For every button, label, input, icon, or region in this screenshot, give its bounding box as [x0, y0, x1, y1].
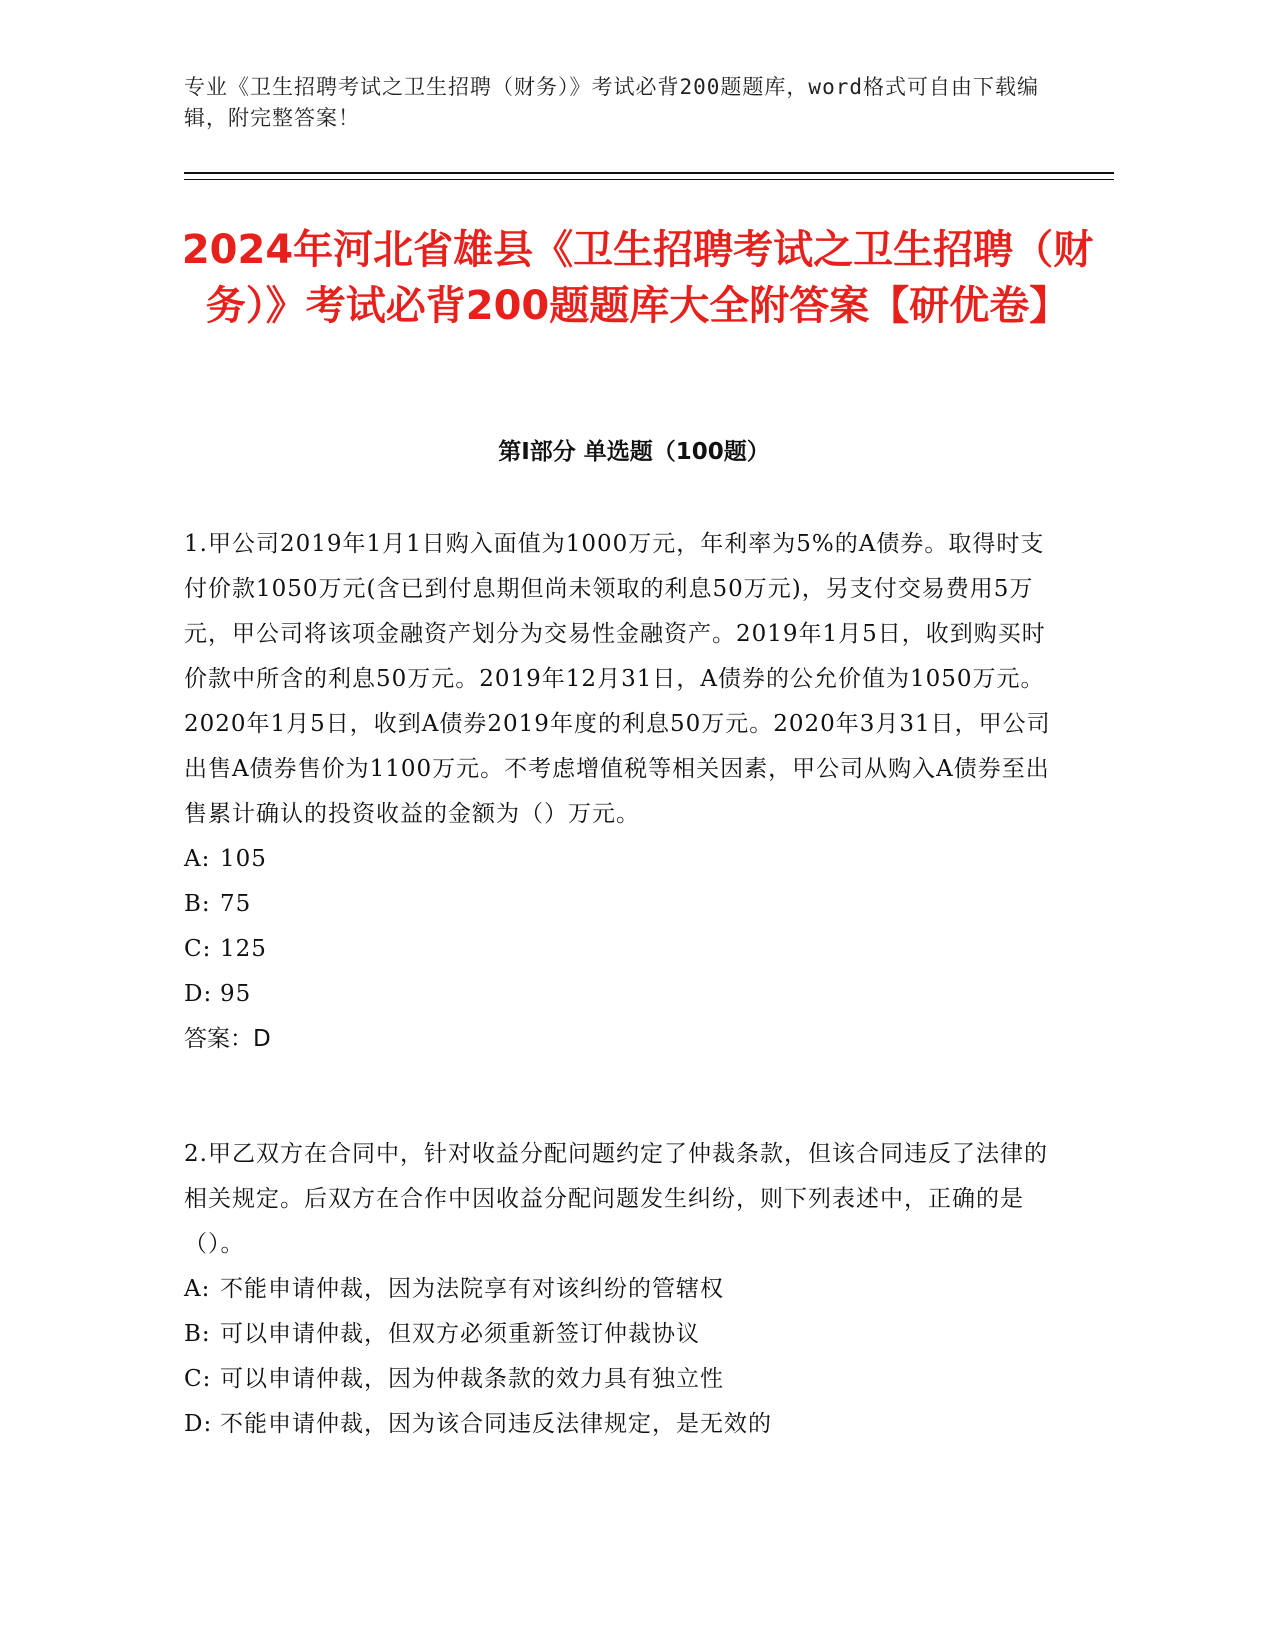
option-d [184, 1402, 1064, 1447]
option-text: 125 [220, 936, 267, 962]
option-text: 105 [220, 846, 267, 872]
header-divider-thin [184, 179, 1114, 180]
question-stem: 1.甲公司2019年1月1日购入面值为1000万元，年利率为5%的A债券。取得时支付价款1050万元(含已到付息期但尚未领取的利息50万元)，另支付交易费用5万元，甲公司将该项金融资产划分为交易性金融资产。2019年1月5日，收到购买时价款中所含的利息50万元。2019年12月31日，A债券的公允价值为1050万元。2020年1月5日，收到A债券2019年度的利息50万元。2020年3月31日，甲公司出售A债券售价为1100万元。不考虑增值税等相关因素，甲公司从购入A债券至出售累计确认的投资收益的金额为（）万元。 [184, 531, 1051, 827]
option-letter: A: [184, 1276, 211, 1302]
option-a [184, 1267, 1064, 1312]
option-text: 95 [220, 981, 252, 1007]
option-b [184, 882, 1064, 927]
option-text: 75 [220, 891, 252, 917]
header-divider-thick [184, 172, 1114, 174]
option-letter: B: [184, 891, 211, 917]
option-text: 可以申请仲裁，但双方必须重新签订仲裁协议 [220, 1321, 700, 1347]
option-c [184, 1357, 1064, 1402]
option-letter: C: [184, 1366, 212, 1392]
option-d [184, 972, 1064, 1017]
option-letter: A: [184, 846, 211, 872]
option-a [184, 837, 1064, 882]
document-title: 2024年河北省雄县《卫生招聘考试之卫生招聘（财务）》考试必背200题题库大全附答案【研优卷】 [181, 227, 1094, 329]
option-letter: D: [184, 1411, 213, 1437]
option-list [184, 1267, 1064, 1447]
question-stem: 2.甲乙双方在合同中，针对收益分配问题约定了仲裁条款，但该合同违反了法律的相关规定。后双方在合作中因收益分配问题发生纠纷，则下列表述中，正确的是（）。 [184, 1141, 1048, 1257]
question-2 [184, 1132, 1064, 1447]
option-list [184, 837, 1064, 1017]
answer: 答案：D [184, 1026, 271, 1052]
option-b [184, 1312, 1064, 1357]
option-text: 不能申请仲裁，因为该合同违反法律规定，是无效的 [220, 1411, 772, 1437]
header-note: 专业《卫生招聘考试之卫生招聘（财务）》考试必背200题题库，word格式可自由下载编辑，附完整答案！ [184, 75, 1039, 130]
question-1 [184, 522, 1064, 1062]
option-text: 可以申请仲裁，因为仲裁条款的效力具有独立性 [220, 1366, 724, 1392]
option-c [184, 927, 1064, 972]
option-letter: B: [184, 1321, 211, 1347]
option-letter: C: [184, 936, 212, 962]
section-title: 第Ⅰ部分 单选题（100题） [498, 439, 770, 465]
option-letter: D: [184, 981, 213, 1007]
option-text: 不能申请仲裁，因为法院享有对该纠纷的管辖权 [220, 1276, 724, 1302]
